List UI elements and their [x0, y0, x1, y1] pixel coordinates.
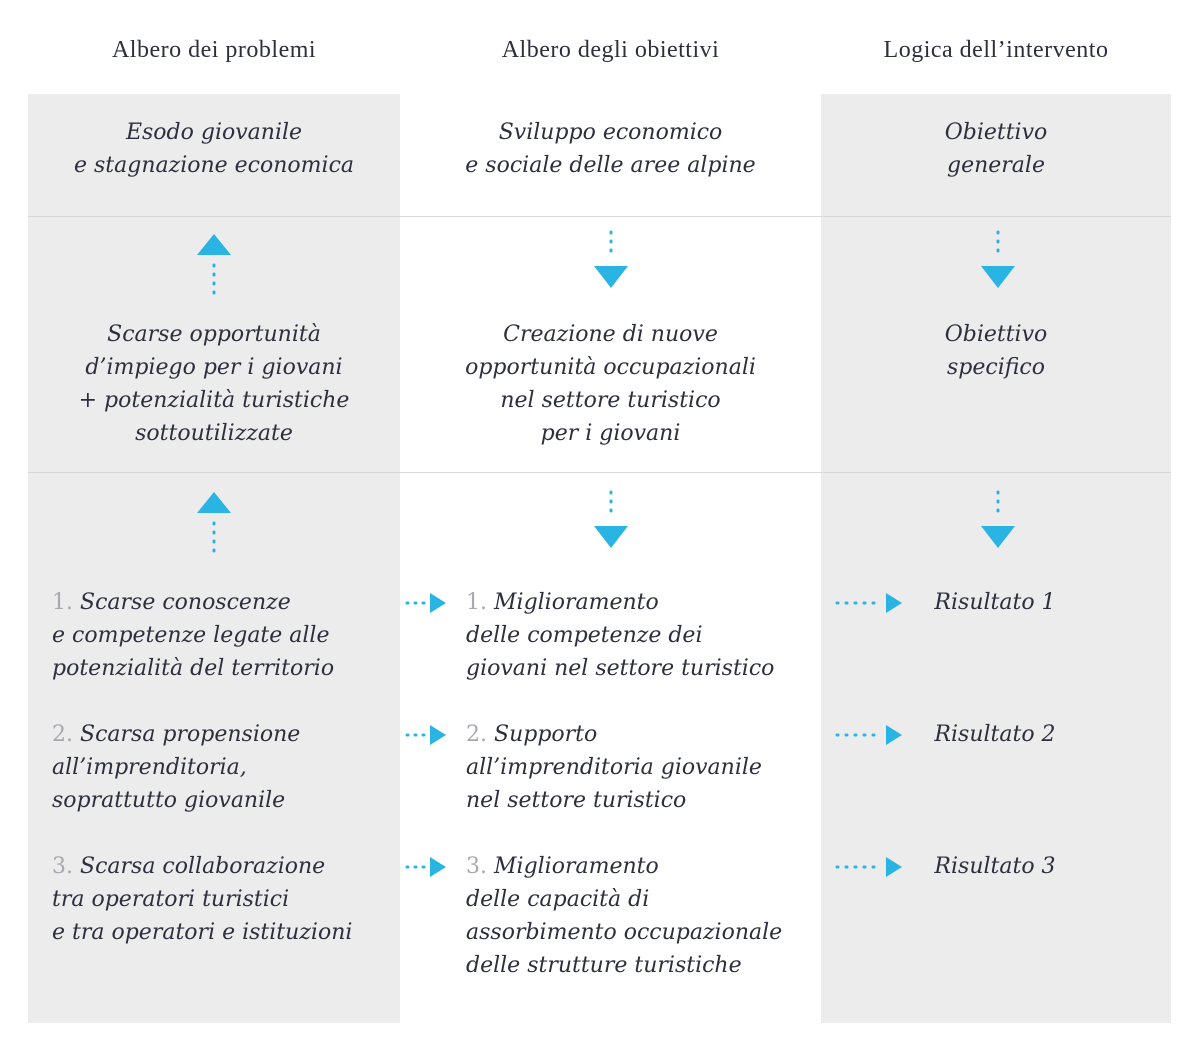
text-line: giovani nel settore turistico: [466, 656, 775, 681]
text-line: Obiettivo: [944, 322, 1048, 347]
up-arrow-icon: [196, 232, 232, 296]
down-arrow-icon: [593, 228, 629, 290]
text-line: Miglioramento: [494, 854, 659, 879]
text-line: soprattutto giovanile: [52, 788, 286, 813]
objective-result-2: [466, 718, 818, 817]
row-divider: [28, 216, 1171, 217]
text-line: e sociale delle aree alpine: [465, 153, 756, 178]
header-objectives: Albero degli obiettivi: [501, 37, 720, 63]
text-line: potenzialità del territorio: [52, 656, 335, 681]
logic-result-3: Risultato 3: [934, 854, 1056, 879]
row-divider: [28, 472, 1171, 473]
item-number: 3.: [466, 854, 487, 879]
text-line: tra operatori turistici: [52, 887, 290, 912]
item-number: 3.: [52, 854, 73, 879]
objective-result-1: [466, 586, 818, 685]
text-line: Supporto: [494, 722, 598, 747]
item-number: 1.: [466, 590, 487, 615]
text-line: Scarsa propensione: [80, 722, 301, 747]
text-line: Esodo giovanile: [125, 120, 303, 145]
text-line: delle capacità di: [466, 887, 650, 912]
down-arrow-icon: [980, 488, 1016, 550]
text-line: delle strutture turistiche: [466, 953, 742, 978]
text-line: sottoutilizzate: [135, 421, 293, 446]
text-line: [466, 850, 818, 883]
logic-result-1: Risultato 1: [934, 590, 1056, 615]
right-arrow-icon: [404, 591, 448, 615]
header-logic: Logica dell’intervento: [883, 37, 1109, 63]
logic-result-2: Risultato 2: [934, 722, 1056, 747]
right-arrow-icon: [404, 855, 448, 879]
problem-specific: [28, 318, 400, 450]
down-arrow-icon: [593, 488, 629, 550]
right-arrow-icon: [404, 723, 448, 747]
text-line: all’imprenditoria giovanile: [466, 755, 762, 780]
text-line: [52, 718, 398, 751]
item-number: 2.: [466, 722, 487, 747]
text-line: e tra operatori e istituzioni: [52, 920, 353, 945]
objective-result-3: [466, 850, 818, 982]
logic-general: [821, 116, 1171, 182]
item-number: 1.: [52, 590, 73, 615]
text-line: delle competenze dei: [466, 623, 703, 648]
objective-specific: [400, 318, 821, 450]
text-line: opportunità occupazionali: [465, 355, 756, 380]
problem-cause-3: [52, 850, 398, 949]
text-line: [466, 718, 818, 751]
text-line: Sviluppo economico: [498, 120, 723, 145]
up-arrow-icon: [196, 490, 232, 554]
problem-cause-2: [52, 718, 398, 817]
text-line: nel settore turistico: [500, 388, 721, 413]
text-line: Obiettivo: [944, 120, 1048, 145]
right-arrow-icon: [834, 723, 904, 747]
text-line: Scarse opportunità: [107, 322, 321, 347]
problem-general: [28, 116, 400, 182]
header-problems: Albero dei problemi: [111, 37, 317, 63]
text-line: per i giovani: [540, 421, 681, 446]
logic-specific: [821, 318, 1171, 384]
text-line: d’impiego per i giovani: [85, 355, 343, 380]
text-line: assorbimento occupazionale: [466, 920, 783, 945]
right-arrow-icon: [834, 855, 904, 879]
text-line: [52, 850, 398, 883]
text-line: Creazione di nuove: [503, 322, 718, 347]
right-arrow-icon: [834, 591, 904, 615]
down-arrow-icon: [980, 228, 1016, 290]
text-line: + potenzialità turistiche: [78, 388, 350, 413]
text-line: e stagnazione economica: [73, 153, 355, 178]
text-line: specifico: [947, 355, 1045, 380]
item-number: 2.: [52, 722, 73, 747]
text-line: [52, 586, 398, 619]
text-line: Scarsa collaborazione: [80, 854, 326, 879]
text-line: generale: [947, 153, 1045, 178]
text-line: nel settore turistico: [466, 788, 687, 813]
text-line: Miglioramento: [494, 590, 659, 615]
objective-general: [400, 116, 821, 182]
text-line: Scarse conoscenze: [80, 590, 291, 615]
text-line: all’imprenditoria,: [52, 755, 247, 780]
text-line: e competenze legate alle: [52, 623, 330, 648]
problem-cause-1: [52, 586, 398, 685]
text-line: [466, 586, 818, 619]
